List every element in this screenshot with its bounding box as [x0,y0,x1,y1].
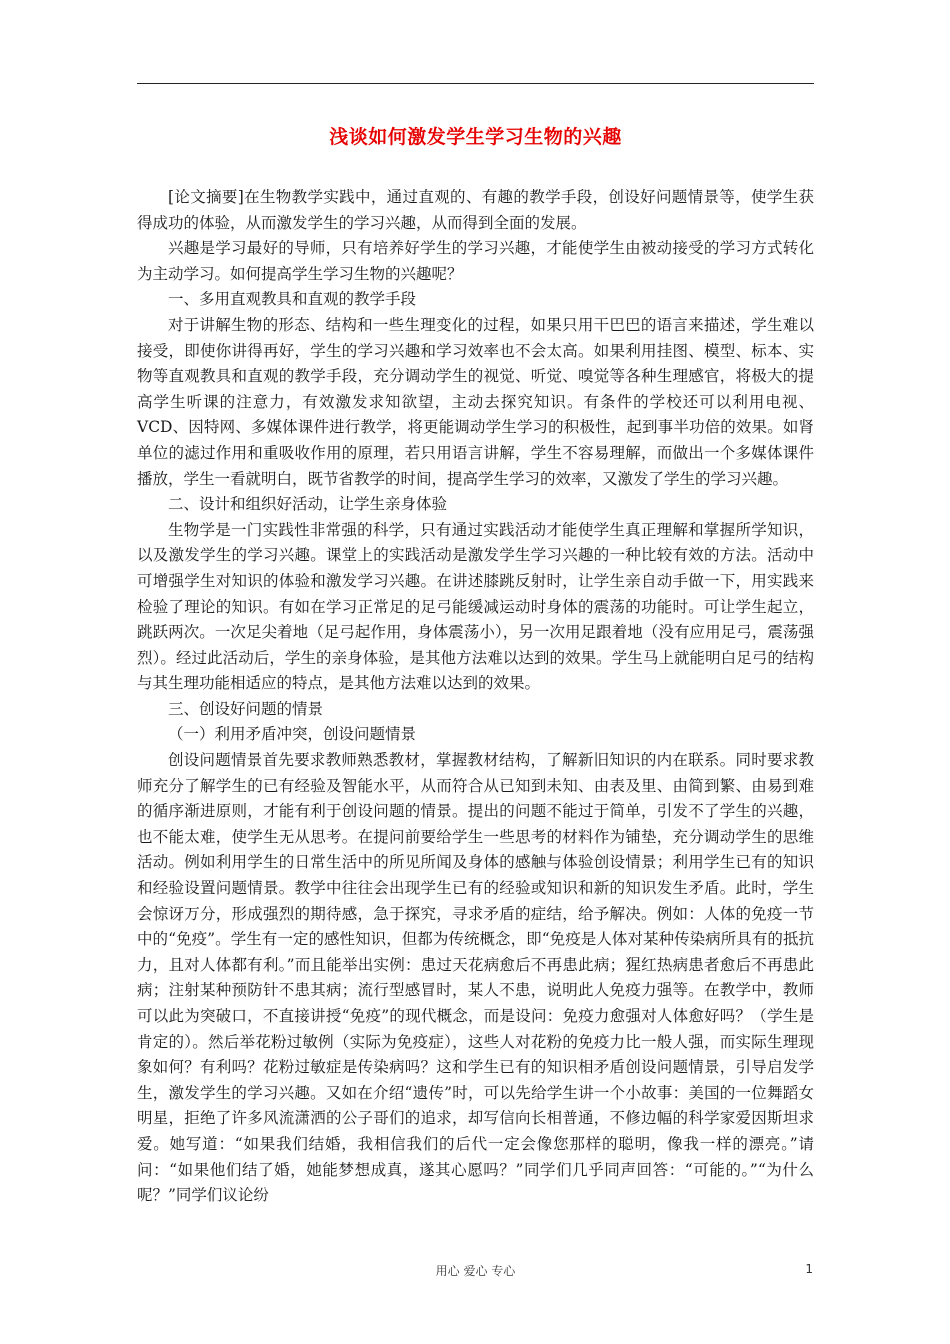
section-3-1-paragraph: 创设问题情景首先要求教师熟悉教材，掌握教材结构，了解新旧知识的内在联系。同时要求教师充分了解学生的已有经验及智能水平，从而符合从已知到未知、由表及里、由简到繁、由易到难的循序渐进原则，才能有利于创设问题的情景。提出的问题不能过于简单，引发不了学生的兴趣，也不能太难，使学生无从思考。在提问前要给学生一些思考的材料作为铺垫，充分调动学生的思维活动。例如利用学生的日常生活中的所见所闻及身体的感触与体验创设情景；利用学生已有的知识和经验设置问题情景。教学中往往会出现学生已有的经验或知识和新的知识发生矛盾。此时，学生会惊讶万分，形成强烈的期待感，急于探究，寻求矛盾的症结，给予解决。例如：人体的免疫一节中的“免疫”。学生有一定的感性知识，但都为传统概念，即“免疫是人体对某种传染病所具有的抵抗力，且对人体都有利。”而且能举出实例：患过天花病愈后不再患此病；猩红热病患者愈后不再患此病；注射某种预防针不患其病；流行型感冒时，某人不患，说明此人免疫力强等。在教学中，教师可以此为突破口，不直接讲授“免疫”的现代概念，而是设问：免疫力愈强对人体愈好吗？（学生是肯定的）。然后举花粉过敏例（实际为免疫症），这些人对花粉的免疫力比一般人强，而实际生理现象如何？有利吗？花粉过敏症是传染病吗？这和学生已有的知识相矛盾创设问题情景，引导启发学生，激发学生的学习兴趣。又如在介绍“遗传”时，可以先给学生讲一个小故事：美国的一位舞蹈女明星，拒绝了许多风流潇洒的公子哥们的追求，却写信向长相普通，不修边幅的科学家爱因斯坦求爱。她写道：“如果我们结婚，我相信我们的后代一定会像您那样的聪明，像我一样的漂亮。”请问：“如果他们结了婚，她能梦想成真，遂其心愿吗？”同学们几乎同声回答：“可能的。”“为什么呢？”同学们议论纷 [137,751,814,1205]
header-rule [137,83,814,84]
section-heading-1: 一、多用直观教具和直观的教学手段 [168,290,417,309]
footer-motto: 用心 爱心 专心 [435,1264,516,1278]
abstract-paragraph: [论文摘要]在生物教学实践中，通过直观的、有趣的教学手段，创设好问题情景等，使学生获得成功的体验，从而激发学生的学习兴趣，从而得到全面的发展。 [137,188,814,232]
page-title: 浅谈如何激发学生学习生物的兴趣 [329,126,622,148]
section-heading-3: 三、创设好问题的情景 [168,699,324,718]
subsection-heading-3-1: （一）利用矛盾冲突，创设问题情景 [168,725,417,744]
section-heading-2: 二、设计和组织好活动，让学生亲身体验 [168,495,448,514]
section-1-paragraph: 对于讲解生物的形态、结构和一些生理变化的过程，如果只用干巴巴的语言来描述，学生难以接受，即使你讲得再好，学生的学习兴趣和学习效率也不会太高。如果利用挂图、模型、标本、实物等直观教具和直观的教学手段，充分调动学生的视觉、听觉、嗅觉等各种生理感官，将极大的提高学生听课的注意力，有效激发求知欲望，主动去探究知识。有条件的学校还可以利用电视、VCD、因特网、多媒体课件进行教学，将更能调动学生学习的积极性，起到事半功倍的效果。如肾单位的滤过作用和重吸收作用的原理，若只用语言讲解，学生不容易理解，而做出一个多媒体课件播放，学生一看就明白，既节省教学的时间，提高学生学习的效率，又激发了学生的学习兴趣。 [137,315,814,488]
intro-paragraph: 兴趣是学习最好的导师，只有培养好学生的学习兴趣，才能使学生由被动接受的学习方式转化为主动学习。如何提高学生学习生物的兴趣呢？ [137,239,814,283]
document-body [137,185,814,1209]
page-number: 1 [805,1262,813,1276]
section-2-paragraph: 生物学是一门实践性非常强的科学，只有通过实践活动才能使学生真正理解和掌握所学知识，以及激发学生的学习兴趣。课堂上的实践活动是激发学生学习兴趣的一种比较有效的方法。活动中可增强学生对知识的体验和激发学习兴趣。在讲述膝跳反射时，让学生亲自动手做一下，用实践来检验了理论的知识。有如在学习正常足的足弓能缓减运动时身体的震荡的功能时。可让学生起立，跳跃两次。一次足尖着地（足弓起作用，身体震荡小），另一次用足跟着地（没有应用足弓，震荡强烈）。经过此活动后，学生的亲身体验，是其他方法难以达到的效果。学生马上就能明白足弓的结构与其生理功能相适应的特点，是其他方法难以达到的效果。 [137,520,814,693]
